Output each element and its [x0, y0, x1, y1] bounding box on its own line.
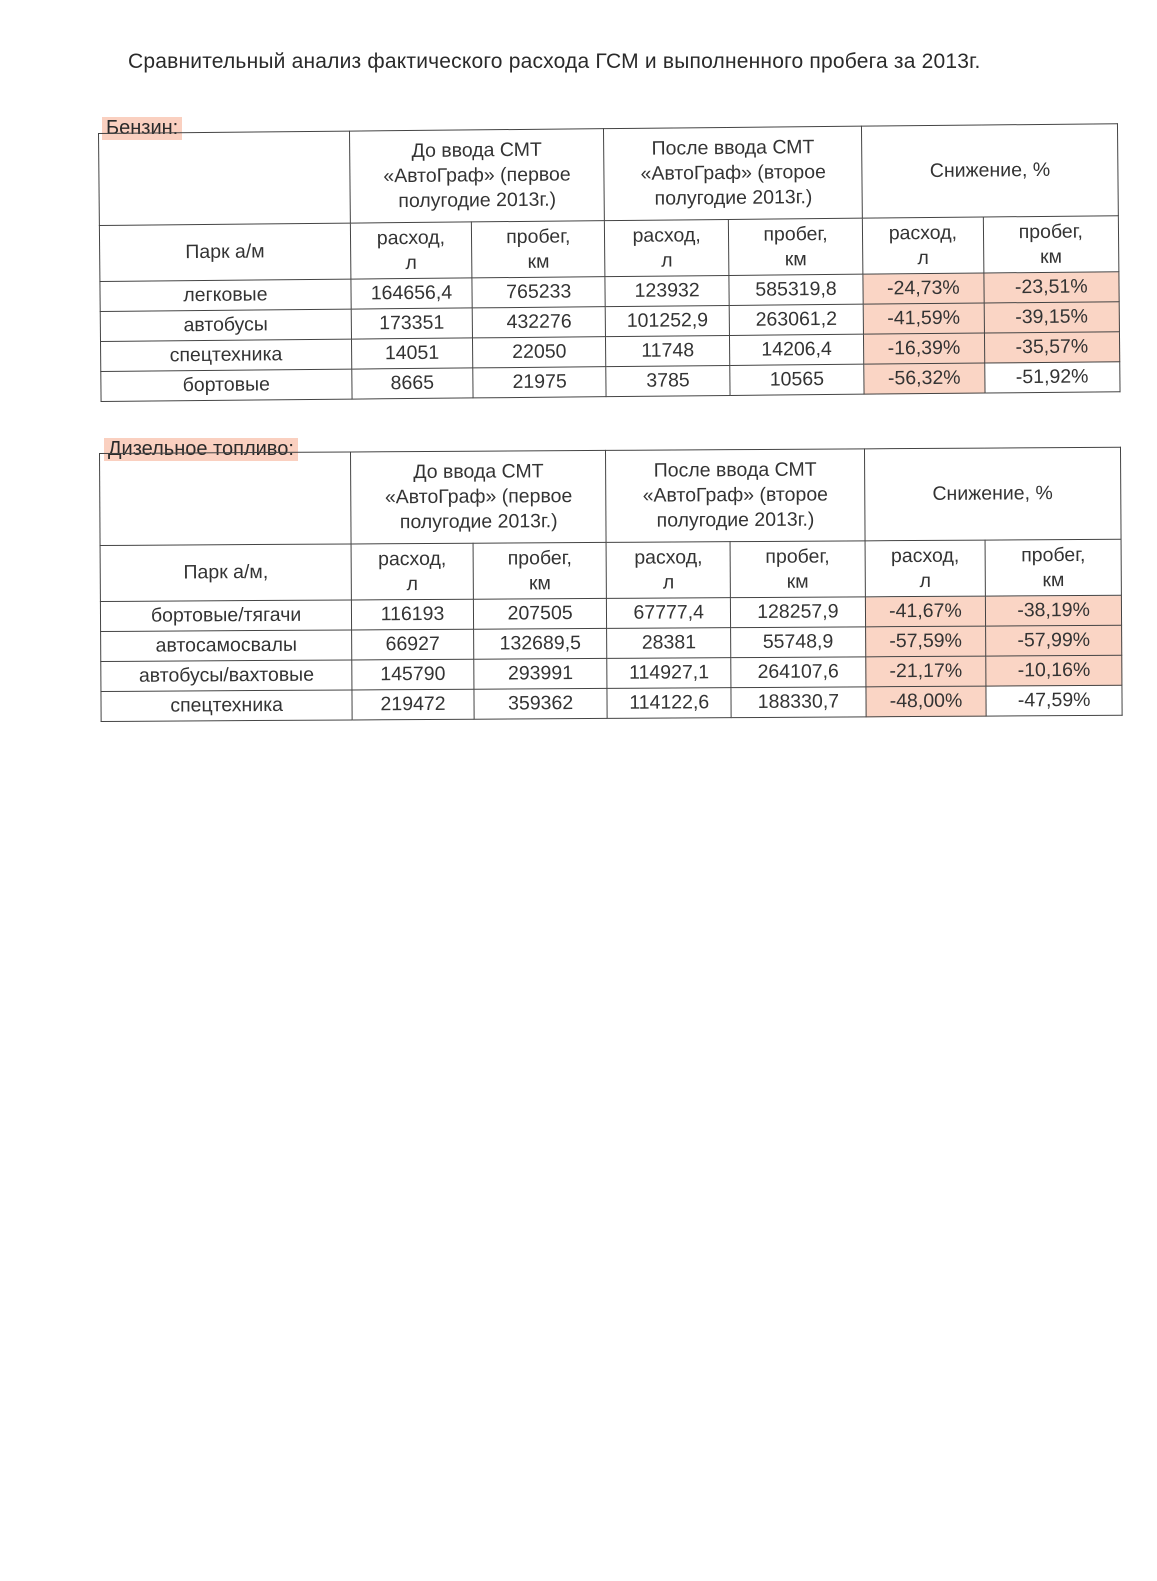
- row-name: автобусы/вахтовые: [101, 660, 352, 692]
- row-name: бортовые: [101, 369, 352, 401]
- corner-cell: [99, 131, 351, 225]
- cell: 207505: [473, 598, 607, 629]
- cell: 123932: [605, 275, 729, 306]
- reduction-cell: -24,73%: [863, 273, 984, 304]
- col-mileage-before: пробег, км: [473, 542, 607, 599]
- cell: 22050: [473, 337, 607, 368]
- before-header-line: полугодие 2013г.): [399, 510, 558, 534]
- corner-cell: [100, 452, 352, 546]
- diesel-table: [99, 447, 1123, 722]
- cell: 188330,7: [731, 687, 866, 718]
- cell: 14051: [351, 338, 473, 369]
- cell: 8665: [351, 368, 473, 399]
- table-row: [101, 685, 1122, 721]
- col-mileage-reduction: пробег, км: [985, 539, 1121, 596]
- petrol-table: [98, 123, 1121, 402]
- cell: 145790: [352, 659, 474, 690]
- cell: 128257,9: [730, 597, 865, 628]
- col-consumption-before: расход, л: [351, 543, 473, 600]
- cell: 10565: [730, 364, 865, 395]
- reduction-cell: -10,16%: [986, 655, 1122, 686]
- reduction-cell: -57,59%: [865, 626, 986, 657]
- section-label-petrol: Бензин:: [102, 117, 182, 140]
- col-mileage-before: пробег, км: [471, 221, 605, 278]
- col-consumption-reduction: расход, л: [863, 217, 984, 274]
- before-header-line: До ввода СМТ: [411, 138, 542, 162]
- cell: 66927: [352, 629, 474, 660]
- cell: 432276: [472, 307, 606, 338]
- cell: 67777,4: [607, 598, 731, 629]
- reduction-cell: -39,15%: [984, 302, 1120, 333]
- page-title: Сравнительный анализ фактического расхода ГСМ и выполненного пробега за 2013г.: [128, 50, 981, 73]
- reduction-cell: -23,51%: [983, 272, 1119, 303]
- col-consumption-after: расход, л: [605, 219, 729, 276]
- before-header-line: «АвтоГраф» (первое: [383, 163, 571, 188]
- row-name: бортовые/тягачи: [100, 600, 351, 632]
- row-name: легковые: [100, 279, 351, 311]
- row-name: автобусы: [100, 309, 351, 341]
- cell: 264107,6: [731, 657, 866, 688]
- before-header-line: полугодие 2013г.): [398, 188, 557, 213]
- after-header: [604, 126, 863, 220]
- park-header: Парк а/м,: [100, 544, 352, 602]
- reduction-header: Снижение, %: [862, 124, 1119, 218]
- before-header-line: До ввода СМТ: [413, 460, 544, 484]
- reduction-cell: -41,59%: [863, 303, 984, 334]
- before-header-line: «АвтоГраф» (первое: [384, 485, 573, 509]
- reduction-cell: -21,17%: [865, 656, 986, 687]
- cell: 164656,4: [351, 278, 473, 309]
- cell: 114927,1: [607, 658, 731, 689]
- cell: 263061,2: [729, 304, 864, 335]
- reduction-cell: -57,99%: [986, 625, 1122, 656]
- cell: 359362: [474, 688, 608, 719]
- cell: 14206,4: [729, 334, 864, 365]
- col-consumption-after: расход, л: [606, 542, 730, 599]
- after-header-line: После ввода СМТ: [653, 458, 817, 482]
- row-name: автосамосвалы: [101, 630, 352, 662]
- cell: 173351: [351, 308, 473, 339]
- reduction-cell: -56,32%: [864, 363, 985, 394]
- reduction-cell: -16,39%: [864, 333, 985, 364]
- cell: 11748: [606, 335, 730, 366]
- after-header: [606, 449, 865, 543]
- cell: 114122,6: [607, 688, 731, 719]
- after-header-line: «АвтоГраф» (второе: [642, 483, 829, 507]
- col-mileage-after: пробег, км: [728, 218, 863, 275]
- after-header-line: полугодие 2013г.): [654, 186, 813, 210]
- row-name: спецтехника: [101, 339, 352, 371]
- col-consumption-before: расход, л: [350, 222, 472, 279]
- cell: 132689,5: [473, 628, 607, 659]
- reduction-cell: -47,59%: [986, 685, 1122, 716]
- cell: 116193: [352, 599, 474, 630]
- after-header-line: «АвтоГраф» (второе: [640, 161, 826, 185]
- reduction-cell: -48,00%: [866, 686, 987, 717]
- cell: 28381: [607, 628, 731, 659]
- cell: 293991: [474, 658, 608, 689]
- cell: 101252,9: [606, 305, 730, 336]
- after-header-line: полугодие 2013г.): [656, 508, 815, 532]
- col-mileage-reduction: пробег, км: [983, 216, 1119, 273]
- park-header: Парк а/м: [99, 223, 350, 281]
- reduction-cell: -41,67%: [865, 596, 986, 627]
- before-header: [351, 450, 607, 544]
- cell: 765233: [472, 277, 606, 308]
- reduction-header: Снижение, %: [864, 447, 1121, 541]
- after-header-line: После ввода СМТ: [651, 136, 815, 160]
- cell: 585319,8: [729, 274, 864, 305]
- reduction-cell: -51,92%: [984, 362, 1120, 393]
- reduction-cell: -38,19%: [986, 595, 1122, 626]
- col-mileage-after: пробег, км: [730, 541, 865, 598]
- cell: 21975: [473, 367, 607, 398]
- col-consumption-reduction: расход, л: [865, 540, 986, 597]
- section-label-diesel: Дизельное топливо:: [104, 438, 298, 461]
- cell: 3785: [606, 365, 730, 396]
- before-header: [349, 129, 605, 223]
- reduction-cell: -35,57%: [984, 332, 1120, 363]
- row-name: спецтехника: [101, 690, 352, 722]
- cell: 219472: [352, 689, 474, 720]
- cell: 55748,9: [731, 627, 866, 658]
